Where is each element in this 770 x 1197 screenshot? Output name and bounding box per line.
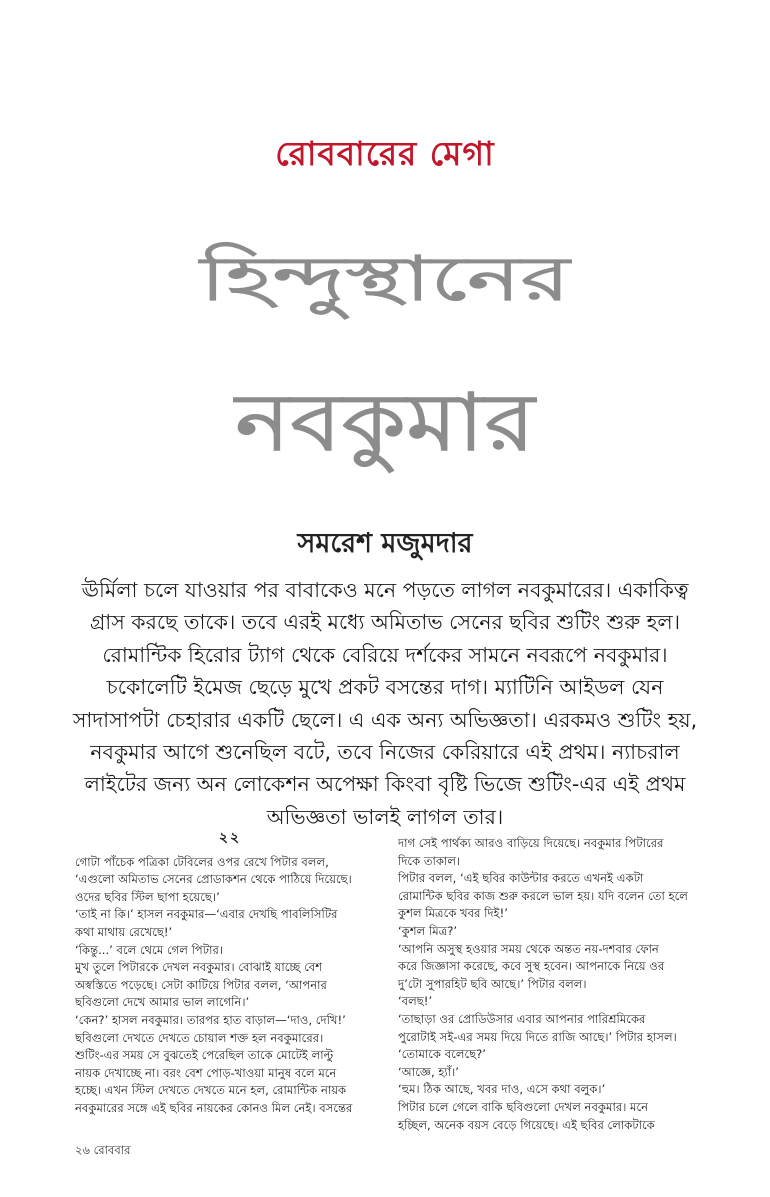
text-line: নবকুমারের সঙ্গে এই ছবির নায়কের কোনও মিল নেই। বসন্তের: [75, 1100, 353, 1115]
text-line: কথা মাথায় রেখেছে!’: [75, 924, 173, 939]
text-line: কুশল মিত্রকে খবর দিই!’: [398, 906, 508, 921]
text-line: ‘তোমাকে বলেছে?’: [398, 1047, 486, 1062]
text-line: পিটার চলে গেলে বাকি ছবিগুলো দেখল নবকুমার। মনে: [398, 1099, 649, 1114]
title-calligraphy: [195, 180, 575, 520]
text-line: দিকে তাকাল।: [398, 853, 461, 868]
text-line: পিটার বলল, ‘এই ছবির কাউন্টার করতে এখনই একটা: [398, 871, 644, 886]
text-line: দাগ সেই পার্থক্য আরও বাড়িয়ে দিয়েছে। নবকুমার পিটারের: [398, 836, 664, 850]
text-line: করে জিজ্ঞাসা করেছে, কবে সুস্থ হবেন। আপনাকে নিয়ে ওর: [398, 959, 665, 974]
intro-paragraph: [40, 574, 730, 833]
text-line: ‘এগুলো অমিতাভ সেনের প্রোডাকশন থেকে পাঠিয়ে দিয়েছে।: [75, 872, 352, 887]
text-line: ‘কুশল মিত্র?’: [398, 923, 458, 938]
intro-line: লাইটের জন্য অন লোকেশন অপেক্ষা কিংবা বৃষ্টি ভিজে শুটিং-এর এই প্রথম: [84, 772, 686, 797]
text-line: পুরোটাই সই-এর সময় দিয়ে দিতে রাজি আছে।’ পিটার হাসল।: [398, 1029, 677, 1044]
text-line: ‘হুম। ঠিক আছে, খবর দাও, এসে কথা বলুক।’: [398, 1082, 606, 1097]
intro-line: অভিজ্ঞতা ভালই লাগল তার।: [266, 804, 504, 829]
intro-line: চকোলেটি ইমেজ ছেড়ে মুখে প্রকট বসন্তের দাগ। ম্যাটিনি আইডল যেন: [106, 675, 664, 700]
text-line: অস্বস্তিতে পড়েছে। সেটা কাটিয়ে পিটার বলল, ‘আপনার: [75, 977, 327, 992]
text-line: শুটিং-এর সময় সে বুঝতেই পেরেছিল তাকে মোটেই লাল্টু: [75, 1048, 334, 1063]
text-line: ওদের ছবির স্টিল ছাপা হয়েছে।’: [75, 889, 220, 904]
intro-line: গ্রাস করছে তাকে। তবে এরই মধ্যে অমিতাভ সেনের ছবির শুটিং শুরু হল।: [89, 610, 681, 635]
text-line: হচ্ছিল, অনেক বয়স বেড়ে গিয়েছে। এই ছবির লোকটাকে: [398, 1117, 655, 1132]
text-line: নায়ক দেখাচ্ছে না। বরং বেশ পোড়-খাওয়া মানুষ বলে মনে: [75, 1065, 337, 1080]
text-line: ‘কিন্তু...’ বলে থেমে গেল পিটার।: [75, 942, 223, 957]
chapter-number: ২২: [218, 830, 242, 846]
author-name: সমরেশ মজুমদার: [297, 528, 473, 559]
section-kicker: রোববারের মেগা: [275, 134, 495, 173]
title-line-1: হিন্দুস্থানের: [200, 242, 456, 315]
text-line: ‘বলছ!’: [398, 994, 433, 1009]
text-line: ছবিগুলো দেখতে দেখতে চোয়াল শক্ত হল নবকুমারের।: [75, 1030, 324, 1045]
intro-line: সাদাসাপটা চেহারার একটি ছেলে। এ এক অন্য অভিজ্ঞতা। এরকমও শুটিং হয়,: [72, 707, 698, 732]
text-line: গোটা পাঁচেক পত্রিকা টেবিলের ওপর রেখে পিটার বলল,: [75, 854, 329, 869]
text-line: ছবিগুলো দেখে আমার ভাল লাগেনি।’: [75, 995, 250, 1010]
intro-line: নবকুমার আগে শুনেছিল বটে, তবে নিজের কেরিয়ারে এই প্রথম। ন্যাচরাল: [90, 740, 680, 765]
text-line: ‘কেন?’ হাসল নবকুমার। তারপর হাত বাড়াল—‘দাও, দেখি!’: [75, 1012, 346, 1027]
text-line: মুখ তুলে পিটারকে দেখল নবকুমার। বোঝাই যাচ্ছে বেশ: [75, 960, 323, 975]
text-line: হচ্ছে। এখন স্টিল দেখতে দেখতে মনে হল, রোমান্টিক নায়ক: [75, 1083, 347, 1098]
body-column-left: [75, 830, 385, 1118]
text-line: ‘আজ্ঞে, হ্যাঁ।’: [398, 1064, 459, 1079]
intro-line: ঊর্মিলা চলে যাওয়ার পর বাবাকেও মনে পড়তে লাগল নবকুমারের। একাকিত্ব: [81, 578, 689, 602]
text-line: ‘তাছাড়া ওর প্রোডিউসার এবার আপনার পারিশ্রমিকের: [398, 1011, 646, 1026]
text-line: ‘তাই না কি।’ হাসল নবকুমার—‘এবার দেখছি পাবলিসিটির: [75, 907, 338, 922]
text-line: ‘আপনি অসুস্থ হওয়ার সময় থেকে অন্তত নয়-দশবার ফোন: [398, 941, 659, 956]
page-footer: ২৬ রোববার: [75, 1143, 131, 1157]
title-line-2: নবকুমার: [235, 376, 495, 469]
text-line: দু’টো সুপারহিট ছবি আছে।’ পিটার বলল।: [398, 976, 587, 991]
text-line: রোমান্টিক ছবির কাজ শুরু করলে ভাল হয়। যদি বলেন তো হলে: [398, 888, 688, 903]
body-column-right: [398, 835, 698, 1134]
intro-line: রোমান্টিক হিরোর ট্যাগ থেকে বেরিয়ে দর্শকের সামনে নবরূপে নবকুমার।: [102, 642, 668, 667]
